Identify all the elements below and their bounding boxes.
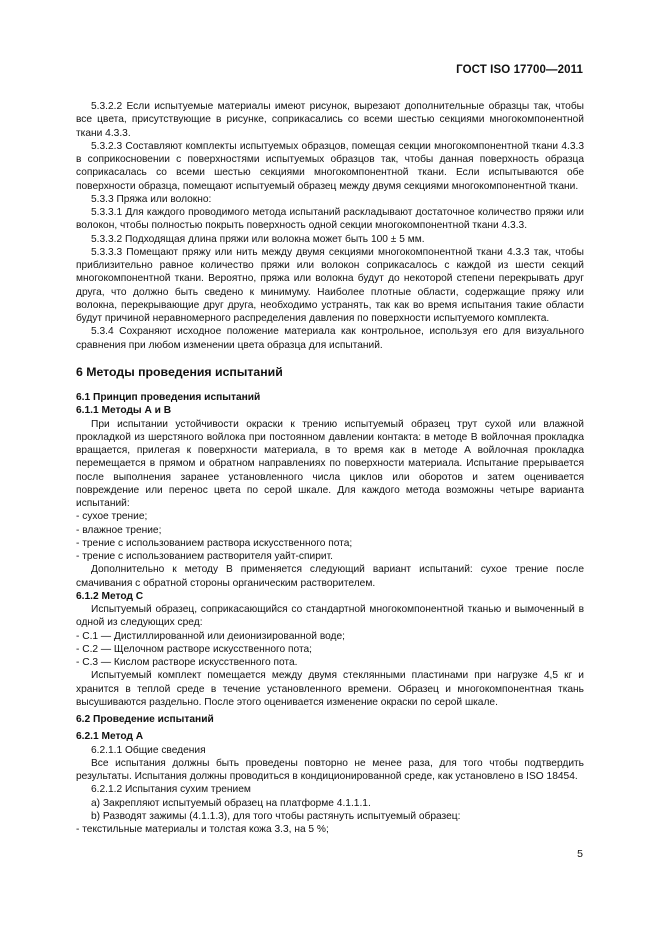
document-body [76,100,584,836]
list-item: - С.2 — Щелочном растворе искусственного пота; [76,643,313,655]
step-b: b) Разводят зажимы (4.1.1.3), для того чтобы растянуть испытуемый образец: [91,810,461,822]
paragraph-6-2-1-1: 6.2.1.1 Общие сведения [91,744,206,756]
step-a: a) Закрепляют испытуемый образец на платформе 4.1.1.1. [91,797,371,809]
paragraph-general: Все испытания должны быть проведены повторно не менее раза, для того чтобы подтвердить результаты. Испытания должны проводиться в кондиционированной среде, как установлено в ISO 18454. [76,757,584,782]
paragraph-5-3-3-2: 5.3.3.2 Подходящая длина пряжи или волокна может быть 100 ± 5 мм. [91,233,425,245]
list-item: - С.3 — Кислом растворе искусственного пота. [76,657,298,668]
heading-6-2: 6.2 Проведение испытаний [76,714,214,725]
heading-6-1-1: 6.1.1 Методы А и В [76,405,172,417]
page-number: 5 [577,848,583,860]
list-item: - текстильные материалы и толстая кожа 3.3, на 5 %; [76,824,329,835]
heading-6-1: 6.1 Принцип проведения испытаний [76,392,261,403]
list-item: - влажное трение; [76,524,162,536]
paragraph-test-assembly: Испытуемый комплект помещается между двумя стеклянными пластинами при нагрузке 4,5 кг и хранится в теплой среде в течение установленного времени. Образец и многокомпонентная ткань высушиваются раздельно. После этого оценивается изменение окраски по серой шкале. [76,670,584,708]
paragraph-5-3-2-2: 5.3.2.2 Если испытуемые материалы имеют рисунок, вырезают дополнительные образцы так, чтобы все цвета, присутствующие в рисунке, соприкасались со всеми шестью секциями многокомпонентной ткани 4.3.3. [76,101,584,139]
paragraph-5-3-3: 5.3.3 Пряжа или волокно: [91,193,212,205]
paragraph-5-3-3-3: 5.3.3.3 Помещают пряжу или нить между двумя секциями многокомпонентной ткани 4.3.3 так, чтобы приблизительно равное количество пряжи или волокон соприкасалось с каждой из шести секций многокомпонентной ткани. Вероятно, пряжа или волокна будут до некоторой степени перекрывать друг друга, что должно быть сведено к минимуму. Наиболее плотные области, содержащие пряжу или волокна, перекрывающие друг друга, необходимо устранять, так как во время испытания такие области будут причиной неравномерного распределения давления по поверхности испытуемого комплекта. [76,246,584,324]
paragraph-5-3-3-1: 5.3.3.1 Для каждого проводимого метода испытаний раскладывают достаточное количество пряжи или волокон, чтобы полностью покрыть поверхность одной секции многокомпонентной ткани 4.3.3. [76,207,584,232]
paragraph-method-b-extra: Дополнительно к методу В применяется следующий вариант испытаний: сухое трение после смачивания с обратной стороны органическим растворителем. [76,564,584,589]
paragraph-methods-a-b: При испытании устойчивости окраски к трению испытуемый образец трут сухой или влажной прокладкой из шерстяного войлока при постоянном давлении контакта: в методе В войлочная прокладка вращается, прилегая к поверхности материала, в то время как в методе А войлочная прокладка перемещается в прямом и обратном направлениях по поверхности материала. Испытание прерывается после выполнения заранее установленного числа циклов или оборотов и затем оценивается повреждение или перенос цвета по серой шкале. Для каждого метода возможны четыре варианта испытаний: [76,418,584,509]
paragraph-5-3-4: 5.3.4 Сохраняют исходное положение материала как контрольное, используя его для визуального сравнения при любом изменении цвета образца для испытаний. [76,326,584,351]
document-code: ГОСТ ISO 17700—2011 [456,64,583,76]
paragraph-5-3-2-3: 5.3.2.3 Составляют комплекты испытуемых образцов, помещая секции многокомпонентной ткани 4.3.3 в соприкосновении с поверхностями испытуемых образцов так, чтобы данная поверхность образца соприкасалась со всеми шестью секциями многокомпонентной ткани. Если испытываются обе поверхности образца, помещают испытуемый образец между двумя секциями многокомпонентной ткани. [76,140,584,192]
section-6-heading: 6 Методы проведения испытаний [76,364,283,379]
paragraph-6-2-1-2: 6.2.1.2 Испытания сухим трением [91,784,251,796]
heading-6-1-2: 6.1.2 Метод С [76,590,144,602]
list-item: - трение с использованием растворителя уайт-спирит. [76,551,333,562]
heading-6-2-1: 6.2.1 Метод А [76,731,144,743]
list-item: - трение с использованием раствора искусственного пота; [76,537,353,549]
paragraph-method-c: Испытуемый образец, соприкасающийся со стандартной многокомпонентной тканью и вымоченный в одной из следующих сред: [76,604,584,629]
list-item: - сухое трение; [76,511,148,523]
list-item: - С.1 — Дистиллированной или деионизированной воде; [76,630,345,642]
